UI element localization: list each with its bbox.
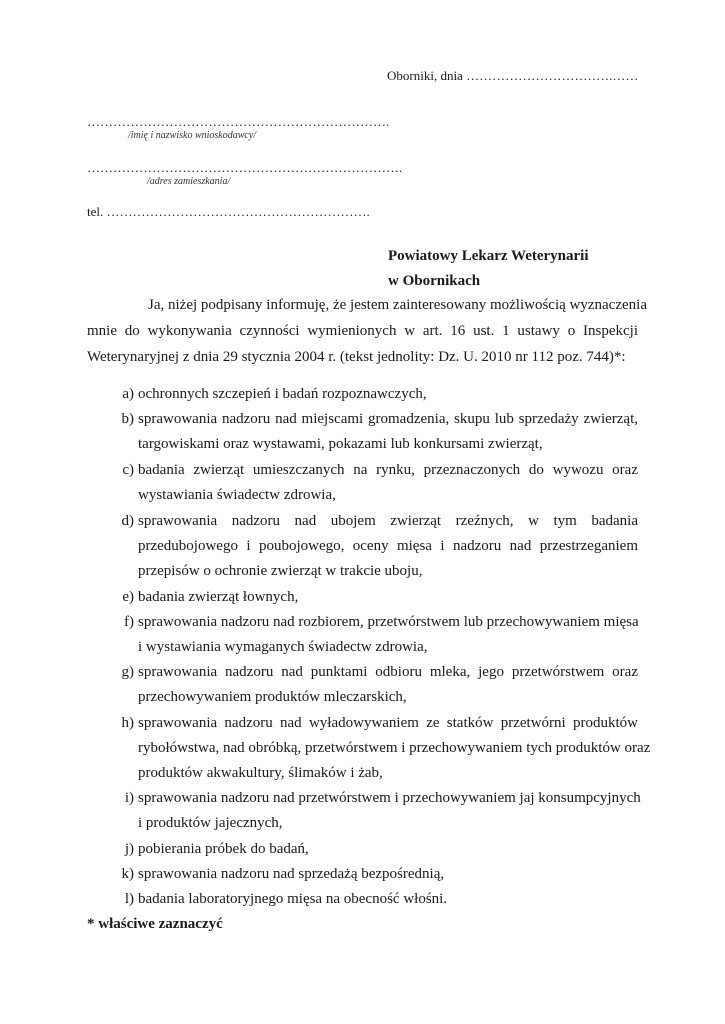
applicant-name-line: ……………………………………………………………. [87, 114, 390, 129]
list-item-text: przechowywaniem produktów mleczarskich, [138, 689, 407, 705]
list-item-text: badania laboratoryjnego mięsa na obecność włośni. [138, 891, 448, 907]
applicant-address-caption: /adres zamieszkania/ [147, 176, 231, 187]
list-item-text: i produktów jajecznych, [138, 815, 283, 831]
list-item-text: sprawowania nadzoru nad ubojem zwierząt rzeźnych, w tym badania [138, 513, 638, 529]
list-item-text: wystawiania świadectw zdrowia, [138, 487, 336, 503]
list-item-text: sprawowania nadzoru nad sprzedażą bezpośrednią, [138, 866, 445, 882]
list-item-text: badania zwierząt umieszczanych na rynku, przeznaczonych do wywozu oraz [138, 462, 638, 478]
list-item-text: sprawowania nadzoru nad przetwórstwem i przechowywaniem jaj konsumpcyjnych [138, 790, 641, 806]
list-item-text: przepisów o ochronie zwierząt w trakcie uboju, [138, 563, 423, 579]
list-item-text: badania zwierząt łownych, [138, 589, 299, 605]
list-item-label: l) [124, 891, 134, 907]
list-item-text: sprawowania nadzoru nad miejscami gromadzenia, skupu lub sprzedaży zwierząt, [138, 411, 638, 427]
applicant-name-caption: /imię i nazwisko wnioskodawcy/ [128, 130, 257, 141]
list-item-text: sprawowania nadzoru nad rozbiorem, przetwórstwem lub przechowywaniem mięsa [138, 614, 639, 630]
applicant-address-line: ………………………………………………………………. [87, 160, 403, 175]
list-item-text: ochronnych szczepień i badań rozpoznawczych, [138, 386, 427, 402]
place-date-line: Oborniki, dnia …………………………….…… [387, 68, 639, 83]
list-item-label: d) [121, 513, 134, 529]
list-item-text: i wystawiania wymaganych świadectw zdrowia, [138, 639, 428, 655]
list-item-label: h) [121, 715, 134, 731]
list-item-text: przedubojowego i poubojowego, oceny mięsa i nadzoru nad przestrzeganiem [138, 538, 638, 554]
recipient-location: w Obornikach [388, 273, 481, 289]
list-item-text: produktów akwakultury, ślimaków i żab, [138, 765, 383, 781]
list-item-label: j) [124, 841, 134, 857]
body-line-3: Weterynaryjnej z dnia 29 stycznia 2004 r. (tekst jednolity: Dz. U. 2010 nr 112 poz. 744)*: [87, 349, 626, 365]
list-item-text: pobierania próbek do badań, [138, 841, 309, 857]
list-item-label: a) [122, 386, 134, 402]
list-item-text: sprawowania nadzoru nad punktami odbioru mleka, jego przetwórstwem oraz [138, 664, 638, 680]
list-item-label: c) [122, 462, 134, 478]
applicant-phone-line: tel. ……………………………………………………. [87, 204, 370, 219]
list-item-label: k) [121, 866, 134, 882]
list-item-label: e) [122, 589, 134, 605]
footnote: * właściwe zaznaczyć [87, 916, 223, 932]
list-item-text: targowiskami oraz wystawami, pokazami lub konkursami zwierząt, [138, 436, 543, 452]
list-item-label: i) [124, 790, 134, 806]
list-item-text: sprawowania nadzoru nad wyładowywaniem ze statków przetwórni produktów [138, 715, 638, 731]
list-item-label: g) [121, 664, 134, 680]
body-line-2: mnie do wykonywania czynności wymienionych w art. 16 ust. 1 ustawy o Inspekcji [87, 323, 638, 339]
recipient-title: Powiatowy Lekarz Weterynarii [388, 248, 589, 264]
list-item-text: rybołówstwa, nad obróbką, przetwórstwem i przechowywaniem tych produktów oraz [138, 740, 651, 756]
list-item-label: f) [124, 614, 134, 630]
list-item-label: b) [121, 411, 134, 427]
body-line-1: Ja, niżej podpisany informuję, że jestem zainteresowany możliwością wyznaczenia [148, 297, 647, 313]
